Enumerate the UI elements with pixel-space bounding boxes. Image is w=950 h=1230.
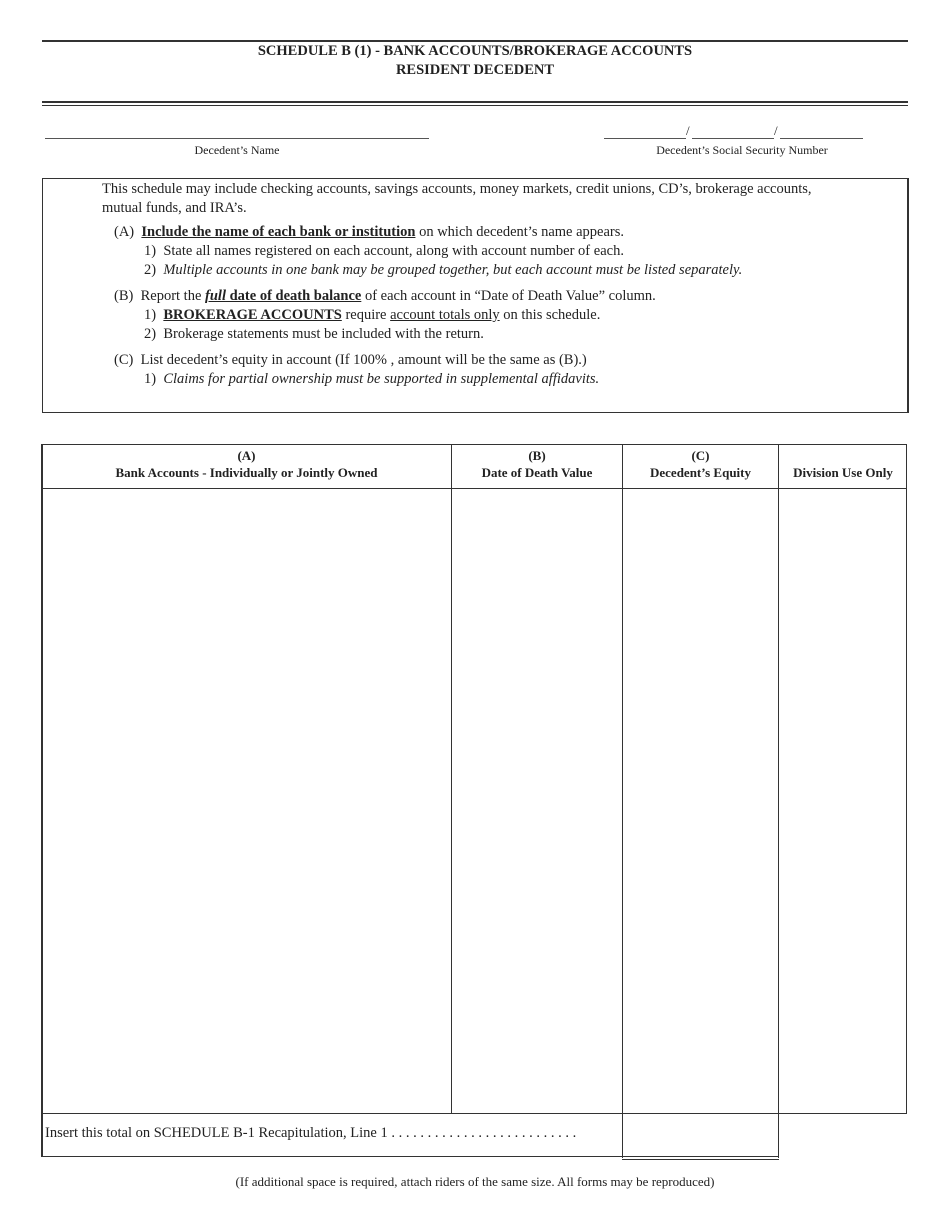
instruction-b2: [144, 325, 484, 344]
instruction-c1: [144, 370, 599, 389]
total-row-bottom-line: [42, 1156, 622, 1157]
col-c-letter: (C): [691, 448, 710, 463]
instruction-a2-number: 2): [144, 262, 157, 278]
total-box-bottom-line1: [622, 1156, 779, 1157]
instruction-b2-text: Brokerage statements must be included with the return.: [163, 326, 484, 342]
instruction-c1-number: 1): [144, 371, 157, 387]
col-d-entry-area: [779, 489, 906, 1113]
col-a-entry-area[interactable]: [43, 489, 451, 1113]
col-d-header: [779, 464, 907, 481]
instructions-intro-line2: mutual funds, and IRA’s.: [102, 200, 247, 216]
instruction-b: [114, 287, 656, 306]
instruction-c: [114, 351, 587, 370]
instruction-a: [114, 223, 624, 242]
instruction-a1-number: 1): [144, 243, 157, 259]
instruction-b-marker: (B): [114, 288, 134, 304]
col-c-entry-area[interactable]: [623, 489, 778, 1113]
form-subtitle: RESIDENT DECEDENT: [395, 62, 555, 78]
instruction-b1-number: 1): [144, 307, 157, 323]
header-rule-thin: [42, 105, 908, 106]
instruction-c-marker: (C): [114, 352, 134, 368]
instruction-b-emphasis: date of death balance: [225, 288, 362, 304]
col-a-header: [42, 447, 451, 481]
instruction-a-text: on which decedent’s name appears.: [415, 224, 625, 240]
ssn-separator: /: [686, 123, 690, 138]
instruction-a1-text: State all names registered on each account, along with account number of each.: [163, 243, 624, 259]
form-title: SCHEDULE B (1) - BANK ACCOUNTS/BROKERAGE ACCOUNTS: [257, 43, 693, 59]
total-row-left-border: [41, 1114, 43, 1157]
total-amount-field[interactable]: [623, 1115, 778, 1156]
ssn-label: Decedent’s Social Security Number: [656, 143, 828, 157]
instruction-b2-number: 2): [144, 326, 157, 342]
header-rule-thick: [42, 101, 908, 103]
instruction-a-emphasis: Include the name of each bank or institution: [141, 224, 416, 240]
col-c-title: Decedent’s Equity: [650, 465, 751, 480]
footer-note: (If additional space is required, attach riders of the same size. All forms may be reproduced): [235, 1174, 715, 1189]
instruction-b1-text: on this schedule.: [499, 307, 601, 323]
instruction-c1-text: Claims for partial ownership must be supported in supplemental affidavits.: [163, 371, 600, 387]
instruction-a-marker: (A): [114, 224, 135, 240]
ssn-separator: /: [774, 123, 778, 138]
col-b-title: Date of Death Value: [481, 465, 593, 480]
decedent-name-field[interactable]: [45, 138, 429, 139]
total-instruction: Insert this total on SCHEDULE B-1 Recapitulation, Line 1 . . . . . . . . . . . . . . . . . . . . . . . . . .: [45, 1125, 577, 1141]
ssn-field-part3[interactable]: [780, 138, 863, 139]
instruction-b1-emphasis: BROKERAGE ACCOUNTS: [163, 307, 342, 323]
decedent-name-label: Decedent’s Name: [194, 143, 280, 157]
col-d-title: Division Use Only: [793, 465, 893, 480]
instruction-a2: [144, 261, 742, 280]
instruction-a1: [144, 242, 624, 261]
ssn-field-part2[interactable]: [692, 138, 774, 139]
instruction-b1-mid: require: [341, 307, 391, 323]
col-b-entry-area[interactable]: [452, 489, 622, 1113]
instruction-a2-text: Multiple accounts in one bank may be grouped together, but each account must be listed separately.: [163, 262, 743, 278]
col-c-header: [623, 447, 778, 481]
instruction-b1: [144, 306, 600, 325]
col-a-title: Bank Accounts - Individually or Jointly Owned: [115, 465, 378, 480]
total-box-bottom-line2: [622, 1159, 779, 1160]
instruction-b-text: of each account in “Date of Death Value” column.: [361, 288, 656, 304]
col-a-letter: (A): [237, 448, 256, 463]
instruction-c-text: List decedent’s equity in account (If 100% , amount will be the same as (B).): [140, 352, 587, 368]
instruction-b-pre: Report the: [140, 288, 206, 304]
col-b-header: [452, 447, 622, 481]
instruction-b-full: full: [205, 288, 226, 304]
instruction-b1-underline: account totals only: [390, 307, 500, 323]
instructions-intro-line1: This schedule may include checking accounts, savings accounts, money markets, credit unions, CD’s, brokerage accounts,: [102, 181, 812, 197]
col-b-letter: (B): [528, 448, 546, 463]
ssn-field-part1[interactable]: [604, 138, 686, 139]
